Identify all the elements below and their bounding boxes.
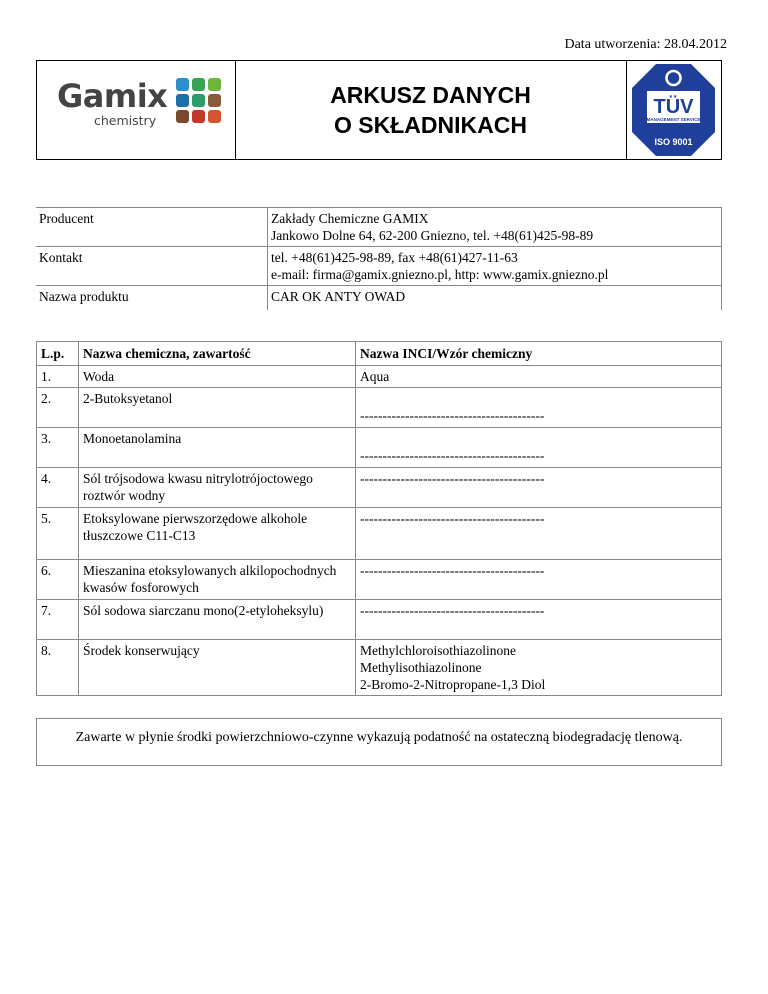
inci-name: Aqua [356, 366, 722, 388]
table-row [37, 508, 722, 560]
certificate-cell [626, 61, 721, 159]
inci-name: ----------------------------------------- [356, 560, 722, 600]
info-row-producer [36, 208, 722, 247]
table-row [37, 428, 722, 468]
document-header [36, 60, 722, 160]
contact-label: Kontakt [36, 247, 268, 286]
title-line-2: O SKŁADNIKACH [334, 112, 527, 138]
logo-subtitle: chemistry [94, 113, 157, 128]
info-row-contact [36, 247, 722, 286]
table-row [37, 366, 722, 388]
inci-line: Methylchloroisothiazolinone [360, 643, 516, 658]
contact-email: e-mail: firma@gamix.gniezno.pl, http: www.gamix.gniezno.pl [271, 267, 609, 282]
logo-name: Gamix [57, 77, 168, 115]
chemical-name: Mieszanina etoksylowanych alkilopochodnych kwasów fosforowych [79, 560, 356, 600]
table-row [37, 388, 722, 428]
inci-name: ----------------------------------------- [356, 428, 722, 468]
ingredients-table [36, 341, 722, 696]
chemical-name: Sól trójsodowa kwasu nitrylotrójoctowego roztwór wodny [79, 468, 356, 508]
inci-name: ----------------------------------------- [356, 468, 722, 508]
table-row [37, 600, 722, 640]
chemical-name: Środek konserwujący [79, 640, 356, 696]
contact-phone: tel. +48(61)425-98-89, fax +48(61)427-11-63 [271, 250, 518, 265]
inci-name: ----------------------------------------- [356, 600, 722, 640]
cert-service: MANAGEMENT SERVICE [646, 117, 701, 122]
biodegradation-note: Zawarte w płynie środki powierzchniowo-czynne wykazują podatność na ostateczną biodegradację tlenową. [36, 718, 722, 766]
inci-name [356, 640, 722, 696]
table-row [37, 468, 722, 508]
producer-label: Producent [36, 208, 268, 247]
logo-cell [37, 61, 236, 159]
chemical-name: Woda [79, 366, 356, 388]
row-number: 7. [37, 600, 79, 640]
row-number: 8. [37, 640, 79, 696]
cert-standard: ISO 9001 [654, 137, 693, 147]
inci-name: ----------------------------------------- [356, 508, 722, 560]
product-info-table [36, 207, 722, 310]
chemical-name: Monoetanolamina [79, 428, 356, 468]
info-row-product [36, 286, 722, 311]
producer-name: Zakłady Chemiczne GAMIX [271, 211, 429, 226]
inci-line: Methylisothiazolinone [360, 660, 482, 675]
row-number: 1. [37, 366, 79, 388]
table-row [37, 640, 722, 696]
gamix-logo-icon [175, 77, 223, 125]
title-line-1: ARKUSZ DANYCH [330, 82, 531, 108]
table-row [37, 560, 722, 600]
title-cell [235, 61, 627, 159]
row-number: 2. [37, 388, 79, 428]
inci-line: 2-Bromo-2-Nitropropane-1,3 Diol [360, 677, 546, 692]
chemical-name: Etoksylowane pierwszorzędowe alkohole tłuszczowe C11-C13 [79, 508, 356, 560]
header-inci: Nazwa INCI/Wzór chemiczny [356, 342, 722, 366]
table-header-row [37, 342, 722, 366]
row-number: 4. [37, 468, 79, 508]
creation-date: Data utworzenia: 28.04.2012 [564, 37, 727, 52]
header-lp: L.p. [37, 342, 79, 366]
product-value: CAR OK ANTY OWAD [268, 286, 722, 311]
cert-name: TÜV [653, 96, 694, 118]
contact-value [268, 247, 722, 286]
chemical-name: Sól sodowa siarczanu mono(2-etyloheksylu) [79, 600, 356, 640]
tuv-iso-badge [626, 61, 721, 159]
producer-address: Jankowo Dolne 64, 62-200 Gniezno, tel. +48(61)425-98-89 [271, 228, 594, 243]
row-number: 3. [37, 428, 79, 468]
producer-value [268, 208, 722, 247]
inci-name: ----------------------------------------- [356, 388, 722, 428]
chemical-name: 2-Butoksyetanol [79, 388, 356, 428]
row-number: 6. [37, 560, 79, 600]
row-number: 5. [37, 508, 79, 560]
document-title [330, 80, 531, 140]
product-label: Nazwa produktu [36, 286, 268, 311]
header-chemical-name: Nazwa chemiczna, zawartość [79, 342, 356, 366]
